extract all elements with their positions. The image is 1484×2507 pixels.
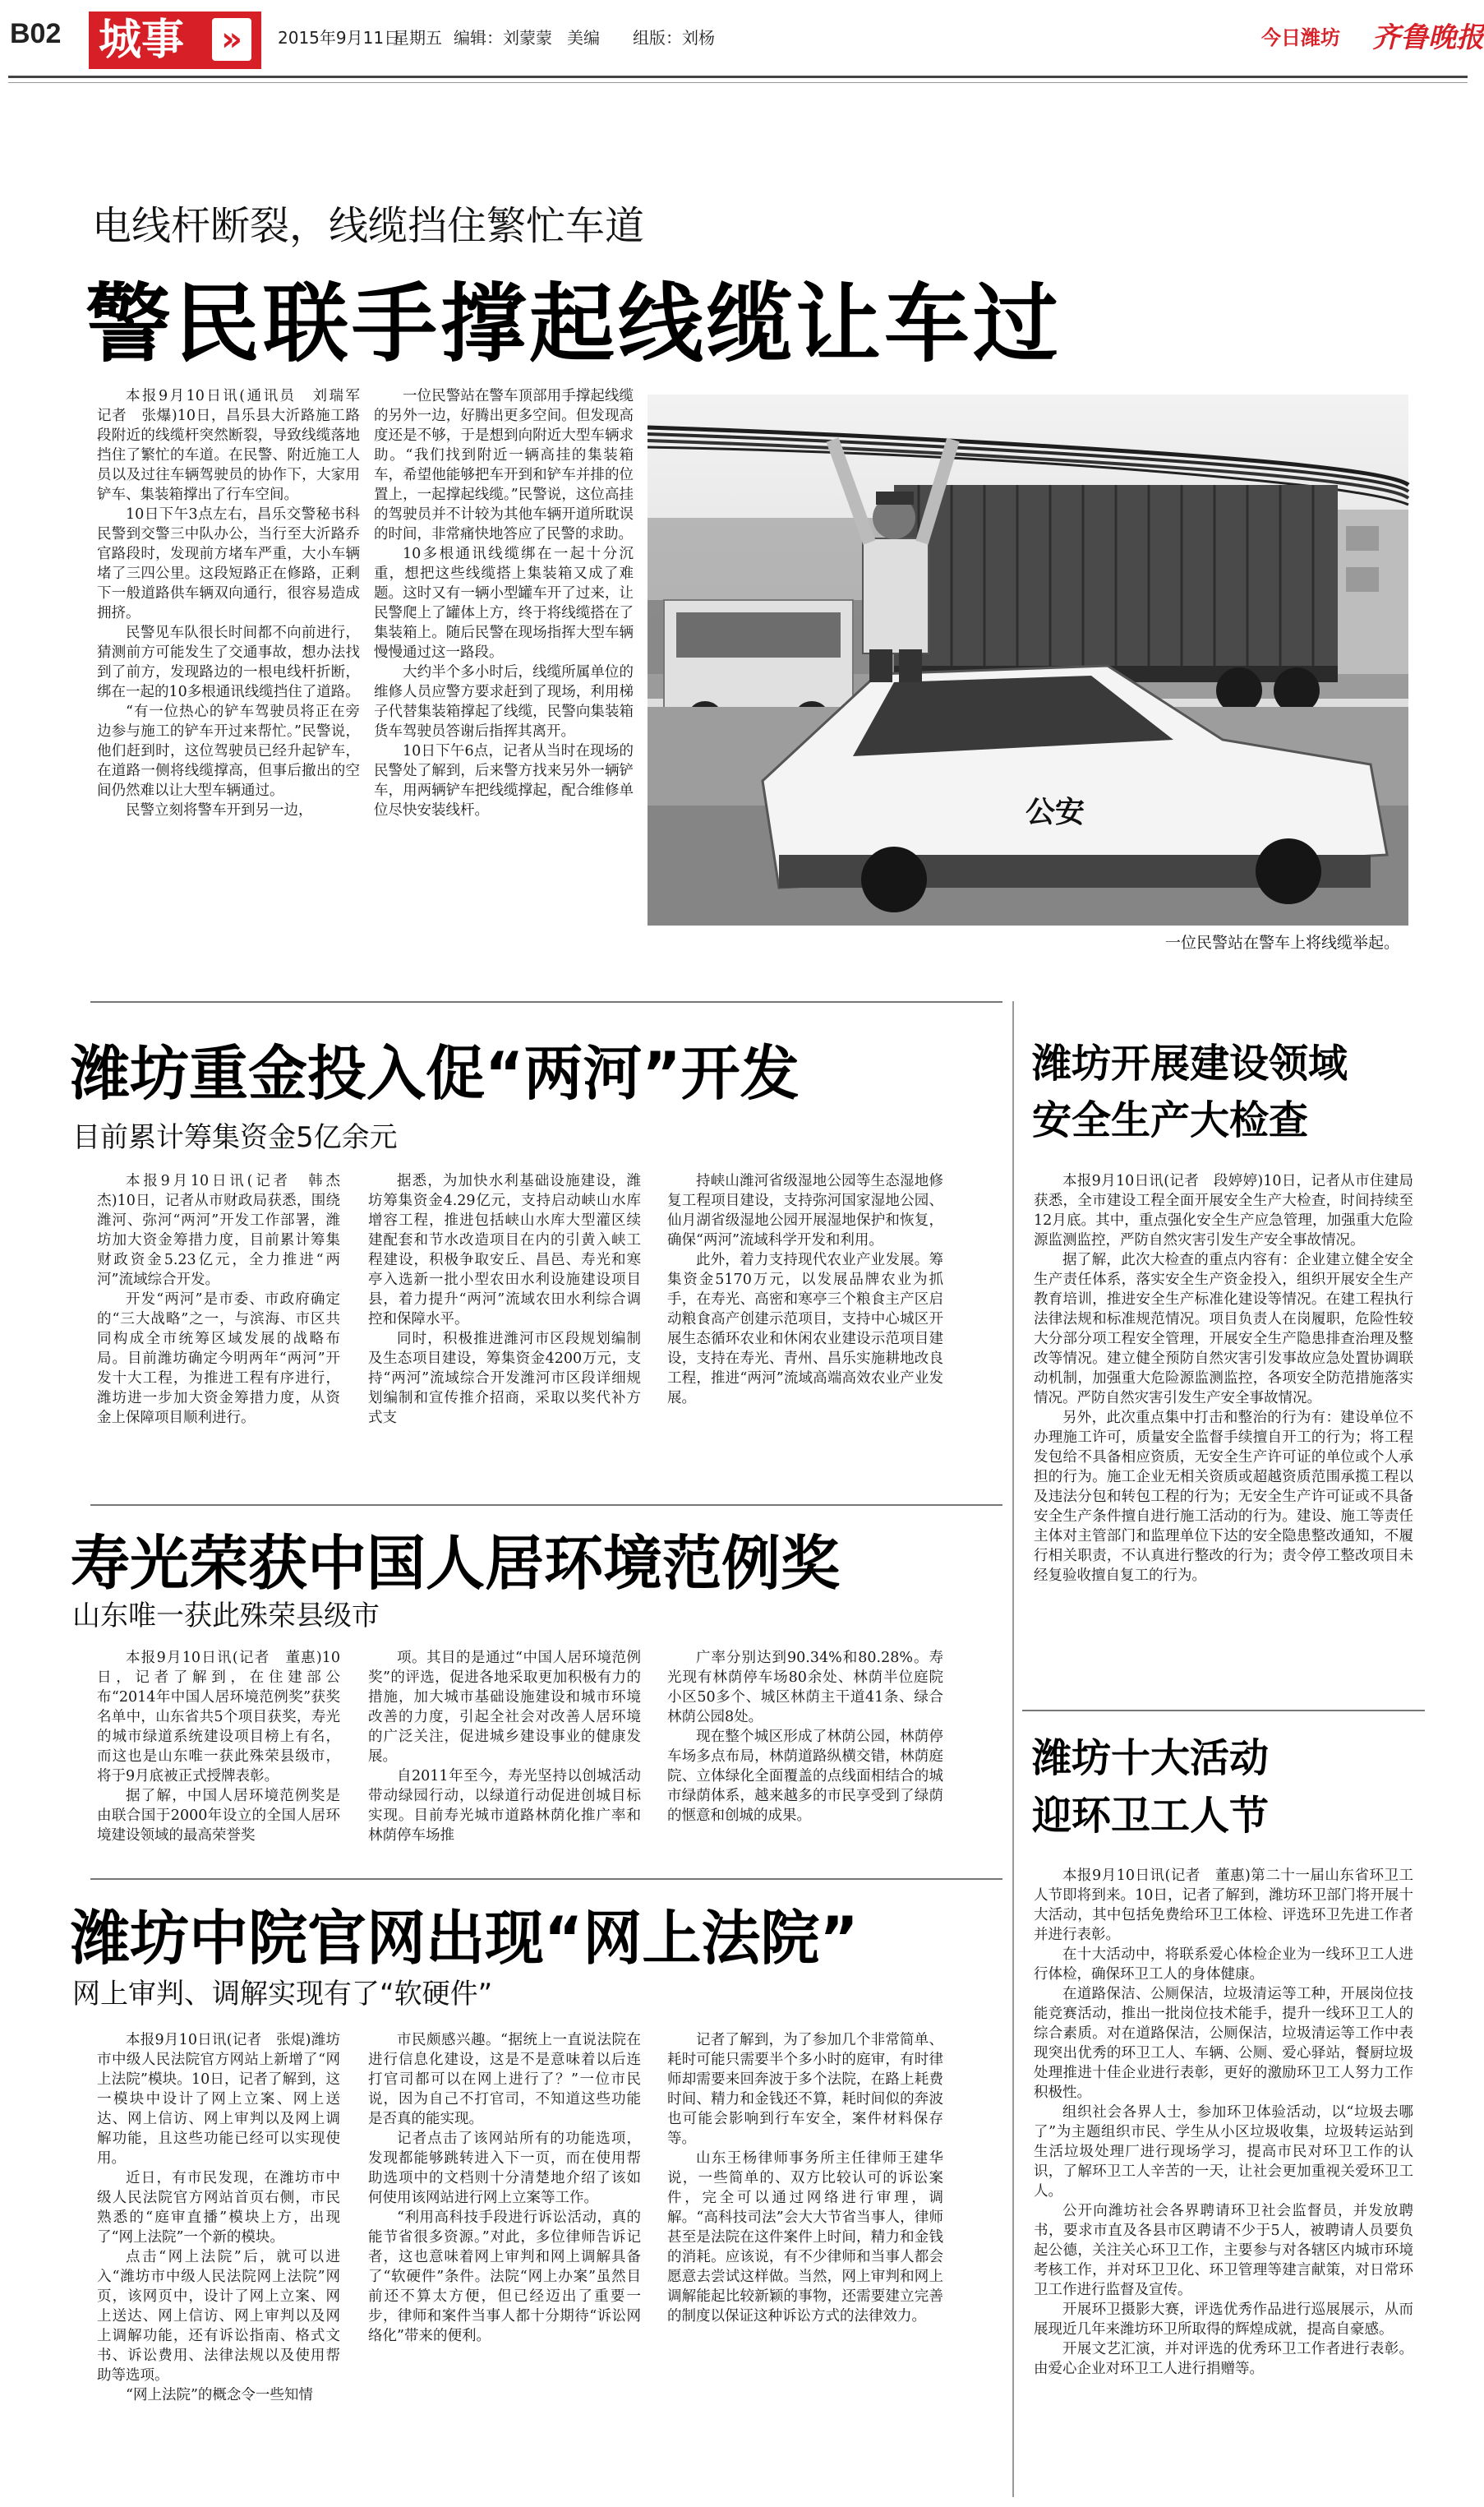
article5-headline-line1: 潍坊开展建设领域 xyxy=(1032,1041,1348,1087)
article4-paragraph: 市民颇感兴趣。“据统上一直说法院在进行信息化建设，这是不是意味着以后连打官司都可以在网上进行了？”一位市民说，因为自己不打官司，不知道这些功能是否真的能实现。 xyxy=(368,2032,641,2127)
article1-paragraph: 民警立刻将警车开到另一边， xyxy=(126,802,313,819)
article1-paragraph: 本报9月10日讯(通讯员 刘瑞军 记者 张爆)10日，昌乐县大沂路施工路段附近的线缆杆突然断裂，导致线缆落地挡住了繁忙的车道。在民警、附近施工人员以及过往车辆驾驶员的协作下，大家用铲车、集装箱撑出了行车空间。 xyxy=(97,388,375,503)
article4-column-1 xyxy=(97,2030,340,2499)
article2-headline: 潍坊重金投入促“两河”开发 xyxy=(71,1039,800,1108)
article1-headline: 警民联手撑起线缆让车过 xyxy=(85,274,1062,374)
page-number: B02 xyxy=(10,18,62,49)
article5-paragraph: 本报9月10日讯(记者 段婷婷)10日，记者从市住建局获悉，全市建设工程全面开展安全生产大检查，时间持续至12月底。其中，重点强化安全生产应急管理，加强重大危险源监测监控，严防自然灾害引发生产安全事故情况。 xyxy=(1034,1173,1413,1249)
article4-paragraph: 记者了解到，为了参加几个非常简单、耗时可能只需要半个多小时的庭审，有时律师却需要来回奔波于多个法院，在路上耗费时间、精力和金钱还不算，耗时间似的奔波也可能会影响到行车安全，案件材料保存等。 xyxy=(667,2032,943,2147)
article4-column-2 xyxy=(368,2030,641,2499)
article2-paragraph: 开发“两河”是市委、市政府确定的“三大战略”之一，与滨海、市区共同构成全市统筹区域发展的战略布局。目前潍坊确定今明两年“两河”开发十大工程，为推进工程有序进行，潍坊进一步加大资金筹措力度，从资金上保障项目顺利进行。 xyxy=(97,1291,340,1426)
article1-paragraph: 10日下午3点左右，昌乐交警秘书科民警到交警三中队办公，当行至大沂路乔官路段时，发现前方堵车严重，大小车辆堵了三四公里。这段短路正在修路，正剩下一般道路供车辆双向通行，很容易造成拥挤。 xyxy=(97,506,360,621)
article4-paragraph: 本报9月10日讯(记者 张焜)潍坊市中级人民法院官方网站上新增了“网上法院”模块。10日，记者了解到，这一模块中设计了网上立案、网上送达、网上信访、网上审判以及网上调解功能，且这些功能已经可以实现使用。 xyxy=(97,2032,340,2167)
article1-column-1 xyxy=(97,386,375,978)
article4-headline: 潍坊中院官网出现“网上法院” xyxy=(71,1904,859,1973)
section-divider xyxy=(90,1878,1002,1880)
article1-paragraph: 10日下午6点，记者从当时在现场的民警处了解到，后来警方找来另外一辆铲车，用两辆铲车把线缆撑起，配合维修单位尽快安装线杆。 xyxy=(374,743,634,819)
section-divider xyxy=(90,1001,1002,1003)
article6-paragraph: 开展环卫摄影大赛，评选优秀作品进行巡展展示，从而展现近几年来潍坊环卫所取得的辉煌成就，提高自豪感。 xyxy=(1034,2302,1413,2338)
section-name: 城事 xyxy=(99,15,185,65)
article2-paragraph: 持峡山潍河省级湿地公园等生态湿地修复工程项目建设，支持弥河国家湿地公园、仙月湖省级湿地公园开展湿地保护和恢复，确保“两河”流域科学开发和利用。 xyxy=(667,1173,943,1249)
article2-column-3 xyxy=(667,1171,943,1517)
section-divider xyxy=(90,1504,1002,1506)
column-name: 今日潍坊 xyxy=(1261,26,1340,49)
article3-column-1 xyxy=(97,1648,340,1878)
article3-paragraph: 现在整个城区形成了林荫公园，林荫停车场多点布局，林荫道路纵横交错，林荫庭院、立体绿化全面覆盖的点线面相结合的城市绿荫体系，越来越多的市民享受到了绿荫的惬意和创城的成果。 xyxy=(667,1729,943,1824)
article6-paragraph: 组织社会各界人士，参加环卫体验活动，以“垃圾去哪了”为主题组织市民、学生从小区垃圾收集，垃圾转运站到生活垃圾处理厂进行现场学习，提高市民对环卫工作的认识，了解环卫工人辛苦的一天，让社会更加重视关爱环卫工人。 xyxy=(1034,2104,1413,2200)
article1-paragraph: 民警见车队很长时间都不向前进行，猜测前方可能发生了交通事故，想办法找到了前方，发现路边的一根电线杆折断，绑在一起的10多根通讯线缆挡住了道路。 xyxy=(97,625,360,700)
news-photo xyxy=(648,395,1408,926)
section-arrow-icon: » xyxy=(212,18,251,61)
column-divider xyxy=(1012,1001,1014,2497)
article3-column-3 xyxy=(667,1648,943,1878)
article3-subhead: 山东唯一获此殊荣县级市 xyxy=(72,1600,380,1632)
article6-headline-line2: 迎环卫工人节 xyxy=(1032,1793,1270,1839)
article2-paragraph: 此外，着力支持现代农业产业发展。筹集资金5170万元，以发展品牌农业为抓手，在寿光、高密和寒亭三个粮食主产区启动粮食高产创建示范项目，支持中心城区开展生态循环农业和休闲农业建设示范项目建设，支持在寿光、青州、昌乐实施耕地改良工程，推进“两河”流域高端高效农业产业发展。 xyxy=(667,1252,943,1406)
article2-column-1 xyxy=(97,1171,340,1517)
header-rule-thin xyxy=(8,82,1468,83)
article6-paragraph: 在道路保洁、公厕保洁，垃圾清运等工种，开展岗位技能竞赛活动，推出一批岗位技术能手，提升一线环卫工人的综合素质。对在道路保洁，公厕保洁，垃圾清运等工作中表现突出优秀的环卫工人、车辆、公厕、爱心驿站，餐厨垃圾处理推进十佳企业进行表彰，更好的激励环卫工人努力工作积极性。 xyxy=(1034,1986,1413,2101)
section-divider xyxy=(1022,1710,1425,1711)
article4-paragraph: 山东王杨律师事务所主任律师王建华说，一些简单的、双方比较认可的诉讼案件，完全可以通过网络进行审理，调解。“高科技司法”会大大节省当事人，律师甚至是法院在这件案件上时间，精力和金钱的消耗。应该说，有不少律师和当事人都会愿意去尝试这样做。当然，网上审判和网上调解能起比较新颖的事物，还需要建立完善的制度以保证这种诉讼方式的法律效力。 xyxy=(667,2150,943,2325)
article1-column-2 xyxy=(374,386,634,978)
article4-subhead: 网上审判、调解实现有了“软硬件” xyxy=(72,1978,493,2011)
article2-column-2 xyxy=(368,1171,641,1517)
article1-paragraph: “有一位热心的铲车驾驶员将正在旁边参与施工的铲车开过来帮忙。”民警说，他们赶到时，这位驾驶员已经升起铲车，在道路一侧将线缆撑高，但事后撤出的空间仍然难以让大型车辆通过。 xyxy=(97,704,360,799)
article4-paragraph: 点击“网上法院”后，就可以进入“潍坊市中级人民法院网上法院”网页，该网页中，设计了网上立案、网上送达、网上信访、网上审判以及网上调解功能，还有诉讼指南、格式文书、诉讼费用、法律法规以及使用帮助等选项。 xyxy=(97,2249,340,2384)
paper-logo: 齐鲁晚报 xyxy=(1372,21,1484,54)
article2-subhead: 目前累计筹集资金5亿余元 xyxy=(72,1121,398,1154)
article6-paragraph: 在十大活动中，将联系爱心体检企业为一线环卫工人进行体检，确保环卫工人的身体健康。 xyxy=(1034,1946,1413,1983)
article3-paragraph: 自2011年至今，寿光坚持以创城活动带动绿园行动，以绿道行动促进创城目标实现。目前寿光城市道路林荫化推广率和林荫停车场推 xyxy=(368,1768,641,1844)
issue-date: 2015年9月11日 xyxy=(278,28,401,48)
article6-paragraph: 本报9月10日讯(记者 董惠)第二十一届山东省环卫工人节即将到来。10日，记者了解到，潍坊环卫部门将开展十大活动，其中包括免费给环卫工体检、评选环卫先进工作者并进行表彰。 xyxy=(1034,1868,1413,1943)
article6-headline-line1: 潍坊十大活动 xyxy=(1032,1735,1270,1781)
article4-column-3 xyxy=(667,2030,943,2499)
issue-weekday: 星期五 xyxy=(393,28,442,48)
header-rule xyxy=(8,76,1468,78)
article1-paragraph: 大约半个多小时后，线缆所属单位的维修人员应警方要求赶到了现场，利用梯子代替集装箱撑起了线缆，民警向集装箱货车驾驶员答谢后指挥其离开。 xyxy=(374,664,634,740)
article5-paragraph: 另外，此次重点集中打击和整治的行为有：建设单位不办理施工许可，质量安全监督手续擅自开工的行为；将工程发包给不具备相应资质，无安全生产许可证的单位或个人承担的行为。施工企业无相关资质或超越资质范围承揽工程以及违法分包和转包工程的行为；无安全生产许可证或不具备安全生产条件擅自进行施工活动的行为。建设、施工等责任主体对主管部门和监理单位下达的安全隐患整改通知，不履行相关职责，不认真进行整改的行为；责令停工整改项目未经复验收擅自复工的行为。 xyxy=(1034,1410,1413,1584)
news-photo-illustration xyxy=(648,395,1408,926)
article3-headline: 寿光荣获中国人居环境范例奖 xyxy=(71,1529,841,1598)
article5-body xyxy=(1034,1171,1413,1714)
article3-column-2 xyxy=(368,1648,641,1878)
article6-paragraph: 开展文艺汇演，并对评选的优秀环卫工作者进行表彰。由爱心企业对环卫工人进行捐赠等。 xyxy=(1034,2341,1413,2377)
article5-paragraph: 据了解，此次大检查的重点内容有：企业建立健全安全生产责任体系，落实安全生产资金投入，组织开展安全生产教育培训，推进安全生产标准化建设等情况。在建工程执行法律法规和标准规范情况。项目负责人在岗履职，危险性较大分部分项工程安全管理，开展安全生产隐患排查治理及整改等情况。建立健全预防自然灾害引发事故应急处置协调联动机制，加强重大危险源监测监控，各项安全防范措施落实情况。严防自然灾害引发生产安全事故情况。 xyxy=(1034,1252,1413,1406)
article2-paragraph: 同时，积极推进潍河市区段规划编制及生态项目建设，筹集资金4200万元，支持“两河”流域综合开发潍河市区段详细规划编制和宣传推介招商，采取以奖代补方式支 xyxy=(368,1331,641,1426)
article5-headline-line2: 安全生产大检查 xyxy=(1032,1097,1309,1143)
article2-paragraph: 本报9月10日讯(记者 韩杰杰)10日，记者从市财政局获悉，围绕潍河、弥河“两河”开发工作部署，潍坊加大资金筹措力度，目前累计筹集财政资金5.23亿元，全力推进“两河”流域综合开发。 xyxy=(97,1173,340,1288)
article4-paragraph: “网上法院”的概念令一些知情 xyxy=(126,2387,313,2403)
article3-paragraph: 据了解，中国人居环境范例奖是由联合国于2000年设立的全国人居环境建设领域的最高荣誉奖 xyxy=(97,1788,340,1844)
editor-credit: 编辑：刘蒙蒙 xyxy=(454,28,552,48)
article1-kicker: 电线杆断裂，线缆挡住繁忙车道 xyxy=(92,203,645,249)
article4-paragraph: “利用高科技手段进行诉讼活动，真的能节省很多资源。”对此，多位律师告诉记者，这也意味着网上审判和网上调解具备了“软硬件”条件。法院“网上办案”虽然目前还不算太方便，但已经迈出了重要一步，律师和案件当事人都十分期待“诉讼网络化”带来的便利。 xyxy=(368,2209,641,2344)
article3-paragraph: 项。其目的是通过“中国人居环境范例奖”的评选，促进各地采取更加积极有力的措施，加大城市基础设施建设和城市环境改善的力度，引起全社会对改善人居环境的广泛关注，促进城乡建设事业的健康发展。 xyxy=(368,1650,641,1765)
article6-body xyxy=(1034,1866,1413,2499)
article4-paragraph: 记者点击了该网站所有的功能选项，发现都能够跳转进入下一页，而在使用帮助选项中的文档则十分清楚地介绍了该如何使用该网站进行网上立案等工作。 xyxy=(368,2131,641,2206)
article2-paragraph: 据悉，为加快水利基础设施建设，潍坊筹集资金4.29亿元，支持启动峡山水库增容工程，推进包括峡山水库大型灌区续建配套和节水改造项目在内的引黄入峡工程建设，积极争取安丘、昌邑、寿光和寒亭入选新一批小型农田水利设施建设项目县，着力提升“两河”流域农田水利综合调控和保障水平。 xyxy=(368,1173,641,1327)
photo-caption: 一位民警站在警车上将线缆举起。 xyxy=(1165,934,1400,952)
article3-paragraph: 本报9月10日讯(记者 董惠)10日，记者了解到，在住建部公布“2014年中国人居环境范例奖”获奖名单中，山东省共5个项目获奖，寿光的城市绿道系统建设项目榜上有名，而这也是山东唯一获此殊荣县级市，将于9月底被正式授牌表彰。 xyxy=(97,1650,340,1784)
article6-paragraph: 公开向潍坊社会各界聘请环卫社会监督员，并发放聘书，要求市直及各县市区聘请不少于5人，被聘请人员要负起公德，关注关心环卫工作，主要参与对各辖区内城市环境考核工作，并对环卫卫化、环卫管理等建言献策，对日常环卫工作进行监督及宣传。 xyxy=(1034,2203,1413,2298)
layout-credit: 组版：刘杨 xyxy=(633,28,715,48)
article4-paragraph: 近日，有市民发现，在潍坊市中级人民法院官方网站首页右侧，市民熟悉的“庭审直播”模块上方，出现了“网上法院”一个新的模块。 xyxy=(97,2170,340,2246)
police-car-lettering: 公安 xyxy=(1025,796,1085,829)
article1-paragraph: 10多根通讯线缆绑在一起十分沉重，想把这些线缆搭上集装箱又成了难题。这时又有一辆小型罐车开了过来，让民警爬上了罐体上方，终于将线缆搭在了集装箱上。随后民警在现场指挥大型车辆慢慢通过这一路段。 xyxy=(374,546,634,661)
article1-paragraph: 一位民警站在警车顶部用手撑起线缆的另外一边，好腾出更多空间。但发现高度还是不够，于是想到向附近大型车辆求助。“我们找到附近一辆高挂的集装箱车，希望他能够把车开到和铲车并排的位置上，一起撑起线缆。”民警说，这位高挂的驾驶员并不计较为其他车辆开道所耽误的时间，非常痛快地答应了民警的求助。 xyxy=(374,388,634,542)
designer-credit: 美编 xyxy=(567,28,600,48)
article3-paragraph: 广率分别达到90.34%和80.28%。寿光现有林荫停车场80余处、林荫半位庭院小区50多个、城区林荫主干道41条、绿合林荫公园8处。 xyxy=(667,1650,943,1725)
